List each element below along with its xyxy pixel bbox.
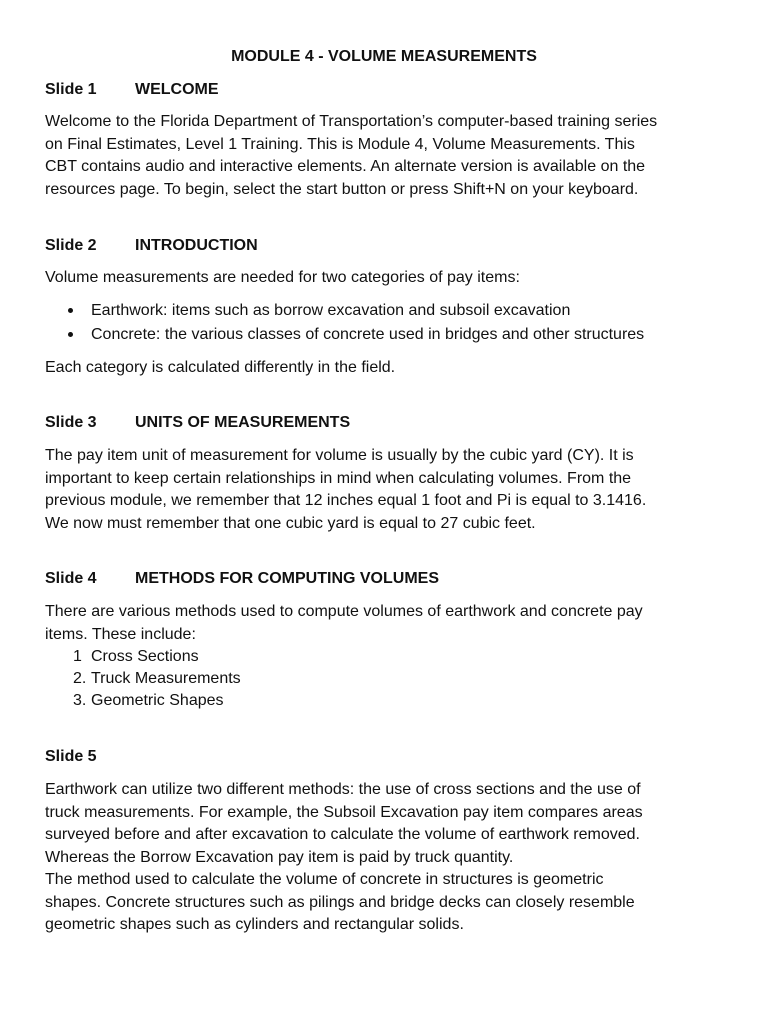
slide-4-paragraph bbox=[45, 601, 735, 646]
list-item bbox=[73, 668, 241, 690]
text-line: important to keep certain relationships in mind when calculating volumes. From the bbox=[45, 469, 632, 487]
slide-title: WELCOME bbox=[135, 81, 219, 98]
text-line: Whereas the Borrow Excavation pay item is paid by truck quantity. bbox=[45, 848, 514, 866]
slide-number: Slide 3 bbox=[45, 414, 97, 431]
bullet-text: Earthwork: items such as borrow excavation and subsoil excavation bbox=[91, 302, 571, 319]
text-line: The method used to calculate the volume of concrete in structures is geometric bbox=[45, 871, 604, 888]
text-line: Each category is calculated differently in the field. bbox=[45, 359, 396, 376]
slide-3-heading bbox=[45, 413, 350, 433]
text-line: shapes. Concrete structures such as pilings and bridge decks can closely resemble bbox=[45, 893, 635, 911]
text-line: geometric shapes such as cylinders and rectangular solids. bbox=[45, 916, 464, 933]
text-line: truck measurements. For example, the Subsoil Excavation pay item compares areas bbox=[45, 803, 643, 821]
text-line: resources page. To begin, select the start button or press Shift+N on your keyboard. bbox=[45, 180, 639, 198]
slide-5-heading bbox=[45, 747, 135, 767]
slide-title: METHODS FOR COMPUTING VOLUMES bbox=[135, 570, 439, 587]
slide-4-heading bbox=[45, 569, 439, 589]
bullet-text: Concrete: the various classes of concrete used in bridges and other structures bbox=[91, 326, 645, 343]
slide-title: INTRODUCTION bbox=[135, 237, 258, 254]
slide-title: UNITS OF MEASUREMENTS bbox=[135, 414, 351, 431]
bullet-icon bbox=[68, 332, 73, 337]
slide-number: Slide 1 bbox=[45, 81, 97, 98]
text-line: surveyed before and after excavation to calculate the volume of earthwork removed. bbox=[45, 826, 640, 843]
text-line: CBT contains audio and interactive elements. An alternate version is available on the bbox=[45, 158, 646, 175]
text-line: Volume measurements are needed for two categories of pay items: bbox=[45, 269, 520, 286]
text-line: items. These include: bbox=[45, 625, 196, 643]
bullet-icon bbox=[68, 308, 73, 313]
list-number: 1 bbox=[73, 648, 82, 665]
text-line: Welcome to the Florida Department of Transportation’s computer-based training series bbox=[45, 113, 658, 130]
bullet-item bbox=[68, 299, 644, 323]
slide-5-paragraph bbox=[45, 779, 735, 937]
slide-2-intro bbox=[45, 267, 735, 290]
document-title: MODULE 4 - VOLUME MEASUREMENTS bbox=[231, 48, 537, 65]
list-text: Geometric Shapes bbox=[91, 692, 224, 709]
slide-number: Slide 2 bbox=[45, 237, 97, 254]
slide-number: Slide 5 bbox=[45, 748, 97, 765]
text-line: on Final Estimates, Level 1 Training. This is Module 4, Volume Measurements. This bbox=[45, 135, 635, 153]
slide-4-numbered-list bbox=[73, 646, 241, 712]
list-text: Truck Measurements bbox=[91, 670, 241, 687]
slide-1-paragraph bbox=[45, 111, 735, 201]
text-line: There are various methods used to compute volumes of earthwork and concrete pay bbox=[45, 603, 643, 620]
list-item bbox=[73, 690, 241, 712]
text-line: The pay item unit of measurement for volume is usually by the cubic yard (CY). It is bbox=[45, 447, 634, 464]
slide-number: Slide 4 bbox=[45, 570, 97, 587]
slide-2-heading bbox=[45, 236, 258, 256]
list-number: 2. bbox=[73, 670, 87, 687]
list-number: 3. bbox=[73, 692, 87, 709]
list-text: Cross Sections bbox=[91, 648, 199, 665]
text-line: We now must remember that one cubic yard is equal to 27 cubic feet. bbox=[45, 514, 536, 532]
slide-3-paragraph bbox=[45, 445, 735, 535]
bullet-item bbox=[68, 323, 644, 347]
list-item bbox=[73, 646, 241, 668]
slide-2-closing bbox=[45, 357, 735, 380]
text-line: Earthwork can utilize two different methods: the use of cross sections and the use of bbox=[45, 781, 641, 798]
slide-2-bullet-list bbox=[68, 299, 644, 347]
slide-1-heading bbox=[45, 80, 219, 100]
text-line: previous module, we remember that 12 inches equal 1 foot and Pi is equal to 3.1416. bbox=[45, 492, 647, 509]
